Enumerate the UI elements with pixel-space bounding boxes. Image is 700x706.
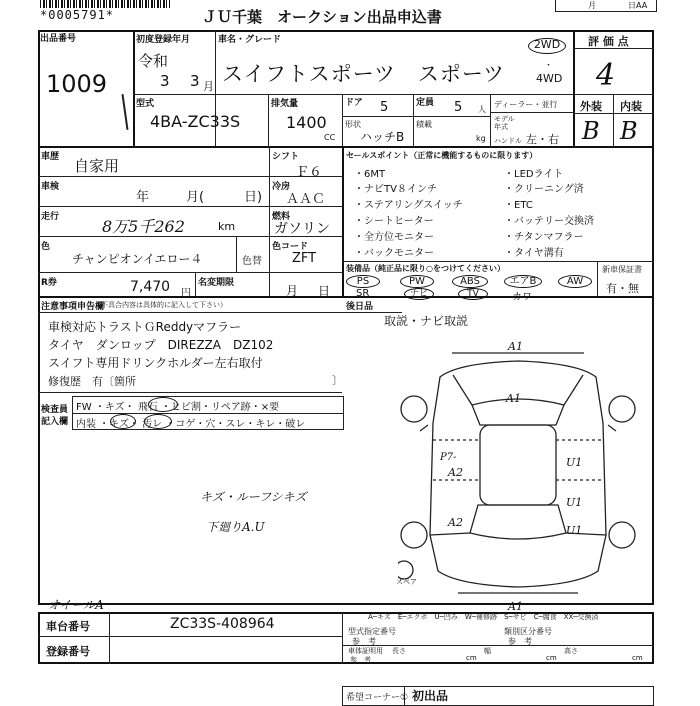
page-title: ＪＵ千葉 オークション出品申込書 — [202, 8, 442, 26]
sales-point: ・タイヤ溝有 — [504, 248, 564, 259]
grade-label: 評 価 点 — [588, 35, 629, 48]
capacity-value: 5 — [454, 100, 463, 115]
warranty-label: 新車保証書 — [602, 265, 642, 274]
chassis-frame — [38, 612, 654, 664]
grade-value: 4 — [596, 58, 616, 93]
barcode-graphic — [40, 0, 170, 8]
barcode-serial: *0005791* — [40, 8, 115, 22]
inspection-month: 月( — [186, 190, 205, 205]
load-unit: kg — [476, 134, 486, 143]
exterior-label: 外装 — [580, 100, 602, 113]
lot-number: 1009 — [46, 70, 108, 98]
color-value: チャンピオンイエロー４ — [72, 252, 203, 266]
equip-sr: SR — [356, 288, 370, 299]
notes-sub: （不具合内容は具体的に記入して下さい） — [94, 301, 227, 309]
header-date-month: 月 — [588, 1, 596, 10]
warranty-value: 有・無 — [606, 282, 639, 295]
handwritten-note: 下廻りA.U — [206, 520, 265, 534]
repair-history: 修復歴 有〔箇所 — [48, 375, 136, 388]
shape-label: 形状 — [345, 120, 361, 129]
capacity-unit: 人 — [478, 105, 486, 114]
inspection-year: 年 — [136, 190, 150, 205]
notes-label: 注意事項申告欄 — [41, 302, 105, 312]
damage-mark: A1 — [506, 392, 521, 405]
color-code-value: ZFT — [292, 251, 317, 266]
spare-tire-label: スペア — [396, 578, 417, 586]
doors-label: ドア — [345, 98, 363, 108]
handle-label: ハンドル — [494, 137, 522, 145]
mileage-label: 走行 — [41, 212, 60, 222]
damage-mark: A1 — [508, 340, 523, 353]
first-reg-month-unit: 月 — [203, 80, 214, 93]
ref-label-2: 参 考 — [508, 637, 532, 646]
first-reg-year: 3 — [160, 72, 170, 90]
color-label: 色 — [41, 242, 51, 252]
damage-mark: U1 — [566, 456, 583, 469]
damage-mark: A2 — [448, 466, 463, 479]
equip-ps: PS — [346, 275, 380, 288]
circle-mark — [148, 397, 178, 412]
equip-aw: AW — [558, 275, 592, 288]
sales-point: ・クリーニング済 — [504, 184, 584, 195]
sales-point: ・6MT — [354, 169, 386, 180]
sales-point: ・ナビTV８インチ — [354, 184, 437, 195]
post-equip-label: 後日品 — [346, 302, 374, 312]
equip-abs: ABS — [452, 275, 488, 288]
handwritten-note: オイールA — [48, 598, 104, 612]
doors-value: 5 — [380, 100, 389, 115]
equipment-label: 装備品（純正品に限り○をつけてください） — [346, 264, 505, 273]
damage-mark: A2 — [448, 516, 463, 529]
corner-value: 初出品 — [412, 689, 449, 703]
color-code-label: 色コード — [272, 242, 309, 252]
displacement-value: 1400 — [286, 113, 327, 132]
sales-point: ・ステアリングスイッチ — [354, 200, 463, 211]
height-unit: cm — [632, 654, 643, 662]
shape-value: ハッチB — [360, 130, 405, 144]
sales-point: ・ETC — [504, 200, 533, 211]
name-change-month: 月 — [286, 284, 299, 298]
inspector-label-1: 検査員 — [41, 405, 69, 415]
damage-mark: A1 — [508, 600, 523, 613]
recycle-value: 7,470 — [130, 279, 171, 295]
damage-mark: P7- — [440, 452, 457, 463]
sales-point: ・シートヒーター — [354, 216, 434, 227]
circle-mark — [144, 414, 172, 429]
fuel-label: 燃料 — [272, 212, 291, 222]
length-label: 長さ — [392, 647, 406, 655]
class-number-label: 類別区分番号 — [504, 627, 552, 636]
inspection-label: 車検 — [41, 182, 60, 192]
fuel-value: ガソリン — [274, 221, 330, 237]
first-reg-era: 令和 — [138, 52, 169, 70]
drive-separator: ・ — [544, 61, 554, 71]
height-label: 高さ — [564, 647, 578, 655]
drive-2wd-circled: 2WD — [528, 38, 566, 54]
exterior-grade: B — [582, 117, 600, 145]
recycle-label: R券 — [41, 278, 57, 288]
car-diagram — [398, 335, 638, 600]
equip-airbag: エアB — [504, 275, 542, 288]
ref-label-1: 参 考 — [352, 637, 376, 646]
header-date-day: 日AA — [628, 1, 648, 10]
chassis-label: 車台番号 — [46, 620, 90, 633]
drive-4wd: 4WD — [536, 72, 563, 85]
post-equip-value: 取説・ナビ取説 — [384, 314, 469, 328]
corner-label: 希望コーナー① — [346, 693, 409, 703]
notes-line: タイヤ ダンロップ DIREZZA DZ102 — [48, 338, 274, 352]
cert-label: 車体証明用 — [348, 647, 383, 655]
lot-label: 出品番号 — [40, 34, 77, 44]
capacity-label: 定員 — [416, 98, 435, 108]
load-label: 積載 — [416, 120, 432, 129]
displacement-label: 排気量 — [271, 99, 299, 109]
first-reg-month: 3 — [190, 72, 200, 90]
displacement-unit: CC — [324, 133, 336, 142]
damage-legend: A─キズ E─エクボ U─凹み W─補修跡 S─サビ C─腐食 XX─交換済 — [368, 613, 599, 621]
notes-line: 車検対応トラストＧReddyマフラー — [48, 320, 242, 334]
sales-point: ・LEDライト — [504, 169, 564, 180]
model-label: 型式 — [136, 99, 155, 109]
notes-line: スイフト専用ドリンクホルダー左右取付 — [48, 356, 263, 370]
model-value: 4BA-ZC33S — [150, 112, 241, 131]
length-unit: cm — [466, 654, 477, 662]
first-reg-label: 初度登録年月 — [136, 35, 191, 45]
reg-number-label: 登録番号 — [46, 645, 90, 658]
inspector-interior-line: 内装 ・キズ・ 汚レ ・コゲ・穴・スレ・キレ・破レ — [76, 419, 306, 430]
inspection-day: 日) — [244, 190, 263, 205]
sales-points-label: セールスポイント（正常に機能するものに限ります） — [346, 151, 538, 160]
sales-point: ・チタンマフラー — [504, 232, 584, 243]
sales-point: ・全方位モニター — [354, 232, 434, 243]
ref-label-3: 参 考 — [350, 656, 371, 664]
recycle-unit: 円 — [181, 288, 191, 299]
name-change-label: 名変期限 — [198, 278, 235, 288]
equip-leather: カワ — [512, 292, 532, 303]
equip-pw: PW — [400, 275, 434, 288]
sales-point: ・バックモニター — [354, 248, 434, 259]
dealer-label: ディーラー・並行 — [494, 100, 558, 109]
shift-value: Ｆ６ — [296, 165, 323, 180]
aircon-label: 冷房 — [272, 182, 291, 192]
interior-label: 内装 — [620, 100, 642, 113]
damage-mark: U1 — [566, 496, 583, 509]
car-name-label: 車名・グレード — [218, 35, 282, 45]
name-change-day: 日 — [318, 284, 331, 298]
width-label: 幅 — [484, 647, 491, 655]
equip-tv: TV — [458, 288, 488, 300]
equip-navi: ナビ — [404, 288, 434, 300]
circle-mark — [110, 414, 136, 429]
model-year-label: モデル年式 — [494, 115, 515, 131]
damage-mark: U1 — [566, 524, 583, 537]
interior-grade: B — [620, 117, 638, 145]
width-unit: cm — [546, 654, 557, 662]
history-label: 車歴 — [41, 152, 60, 162]
inspector-exterior-line: FW ・キズ・ 飛石 ・ヒビ割・リペア跡・×要 — [76, 402, 280, 413]
handwritten-note: キズ・ルーフシキズ — [200, 490, 307, 504]
chassis-number: ZC33S-408964 — [170, 616, 275, 632]
sales-point: ・バッテリー交換済 — [504, 216, 594, 227]
history-value: 自家用 — [74, 157, 120, 175]
car-name-value: スイフトスポーツ スポーツ — [222, 62, 506, 86]
mileage-unit: km — [218, 220, 236, 233]
handle-value: 左・右 — [526, 133, 559, 146]
repair-close: 〕 — [332, 374, 343, 387]
shift-label: シフト — [272, 152, 300, 162]
color-change-label: 色替 — [242, 256, 262, 267]
aircon-value: ＡＡＣ — [286, 192, 326, 207]
type-designation-label: 型式指定番号 — [348, 627, 396, 636]
inspector-label-2: 記入欄 — [41, 417, 69, 427]
mileage-value: 8万5千262 — [102, 217, 185, 236]
